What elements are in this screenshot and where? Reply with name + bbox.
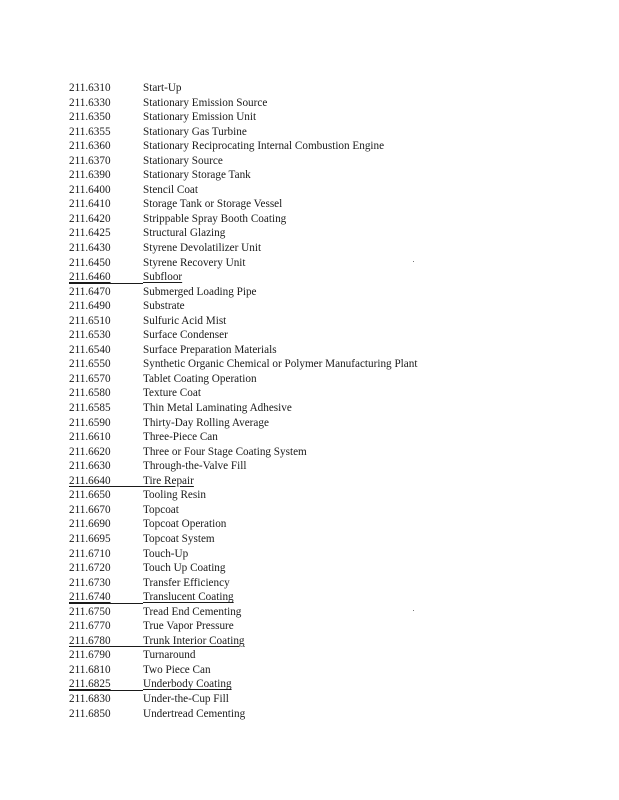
defined-term: Tread End Cementing: [143, 605, 242, 618]
section-number: 211.6410: [69, 198, 111, 211]
defined-term: Stationary Reciprocating Internal Combustion Engine: [143, 140, 385, 153]
section-number: 211.6590: [69, 416, 111, 429]
definition-entry: [69, 96, 417, 111]
section-number: 211.6425: [69, 227, 111, 240]
section-number: 211.6770: [69, 620, 111, 633]
section-number: 211.6580: [69, 387, 111, 400]
defined-term: Two Piece Can: [143, 663, 211, 676]
section-number: 211.6355: [69, 125, 111, 138]
section-number: 211.6630: [69, 460, 111, 473]
section-number: 211.6470: [69, 285, 111, 298]
defined-term: Surface Preparation Materials: [143, 343, 277, 356]
amendment-underline: [69, 283, 143, 284]
section-number: 211.6460: [69, 271, 111, 284]
section-number: 211.6490: [69, 300, 111, 313]
defined-term: Tooling Resin: [143, 489, 206, 502]
defined-term: Storage Tank or Storage Vessel: [143, 198, 283, 211]
defined-term: Texture Coat: [143, 387, 201, 400]
defined-term: Stationary Storage Tank: [143, 169, 251, 182]
definition-entry: [69, 125, 417, 140]
defined-term: Three-Piece Can: [143, 431, 218, 444]
amendment-underline: [69, 690, 143, 691]
defined-term: True Vapor Pressure: [143, 620, 234, 633]
defined-term: Tablet Coating Operation: [143, 372, 257, 385]
section-number: 211.6530: [69, 329, 111, 342]
definition-entry: [69, 183, 417, 198]
section-number: 211.6690: [69, 518, 111, 531]
defined-term: Under-the-Cup Fill: [143, 692, 229, 705]
section-number: 211.6510: [69, 314, 111, 327]
defined-term: Sulfuric Acid Mist: [143, 314, 227, 327]
defined-term: Synthetic Organic Chemical or Polymer Manufacturing Plant: [143, 358, 418, 371]
definition-entry: [69, 81, 417, 96]
definition-entry: [69, 110, 417, 125]
definition-entry: [69, 168, 417, 183]
section-number: 211.6830: [69, 692, 111, 705]
definition-entry: [69, 212, 417, 227]
defined-term: Surface Condenser: [143, 329, 228, 342]
definition-entry: [69, 357, 417, 372]
defined-term: Start-Up: [143, 82, 182, 94]
section-number: 211.6610: [69, 431, 111, 444]
defined-term: Tire Repair: [143, 474, 194, 487]
section-number: 211.6650: [69, 489, 111, 502]
amendment-underline: [69, 646, 143, 647]
definition-entry: [69, 299, 417, 314]
section-number: 211.6780: [69, 634, 111, 647]
defined-term: Subfloor: [143, 271, 183, 284]
section-number: 211.6740: [69, 591, 111, 604]
definition-entry: [69, 285, 417, 300]
defined-term: Thin Metal Laminating Adhesive: [143, 402, 292, 415]
defined-term: Underbody Coating: [143, 678, 232, 691]
definition-entry: [69, 619, 417, 634]
section-number: 211.6790: [69, 649, 111, 662]
defined-term: Through-the-Valve Fill: [143, 460, 247, 473]
definition-entry: [69, 503, 417, 518]
defined-term: Styrene Devolatilizer Unit: [143, 242, 262, 255]
defined-term: Undertread Cementing: [143, 707, 246, 720]
definition-entry: [69, 663, 417, 678]
defined-term: Strippable Spray Booth Coating: [143, 212, 287, 225]
section-number: 211.6540: [69, 343, 111, 356]
section-number: 211.6420: [69, 212, 111, 225]
definition-entry: [69, 401, 417, 416]
definition-entry: [69, 707, 417, 722]
definition-entry: [69, 241, 417, 256]
definition-entry: [69, 139, 417, 154]
section-number: 211.6710: [69, 547, 111, 560]
section-number: 211.6570: [69, 372, 111, 385]
definition-entry: [69, 532, 417, 547]
definition-entry: [69, 386, 417, 401]
defined-term: Stationary Emission Source: [143, 96, 268, 109]
section-number: 211.6350: [69, 111, 111, 124]
definition-entry: [69, 459, 417, 474]
section-number: 211.6310: [69, 82, 111, 94]
section-number: 211.6330: [69, 96, 111, 109]
section-number: 211.6450: [69, 256, 111, 269]
definition-entry: [69, 256, 417, 271]
definition-entry: [69, 270, 417, 285]
defined-term: Thirty-Day Rolling Average: [143, 416, 269, 429]
section-number: 211.6695: [69, 532, 111, 545]
definition-entry: [69, 197, 417, 212]
definition-entry: [69, 677, 417, 692]
section-number: 211.6670: [69, 503, 111, 516]
section-number: 211.6810: [69, 663, 111, 676]
section-number: 211.6550: [69, 358, 111, 371]
defined-term: Stationary Gas Turbine: [143, 125, 247, 138]
defined-term: Touch Up Coating: [143, 562, 226, 575]
section-number: 211.6430: [69, 242, 111, 255]
definition-entry: [69, 605, 417, 620]
definitions-list: [69, 81, 417, 721]
scan-speck: [413, 610, 414, 611]
amendment-underline: [69, 603, 143, 604]
section-number: 211.6390: [69, 169, 111, 182]
section-number: 211.6825: [69, 678, 111, 691]
amendment-underline: [69, 486, 143, 487]
section-number: 211.6400: [69, 183, 111, 196]
definition-entry: [69, 343, 417, 358]
defined-term: Touch-Up: [143, 547, 189, 560]
definition-entry: [69, 590, 417, 605]
definition-entry: [69, 445, 417, 460]
section-number: 211.6370: [69, 154, 111, 167]
defined-term: Stationary Emission Unit: [143, 111, 257, 124]
definition-entry: [69, 314, 417, 329]
definition-entry: [69, 154, 417, 169]
defined-term: Translucent Coating: [143, 591, 234, 604]
section-number: 211.6730: [69, 576, 111, 589]
defined-term: Trunk Interior Coating: [143, 634, 245, 647]
section-number: 211.6360: [69, 140, 111, 153]
definition-entry: [69, 561, 417, 576]
defined-term: Submerged Loading Pipe: [143, 285, 257, 298]
defined-term: Turnaround: [143, 649, 196, 662]
section-number: 211.6620: [69, 445, 111, 458]
section-number: 211.6720: [69, 562, 111, 575]
definition-entry: [69, 547, 417, 562]
defined-term: Topcoat Operation: [143, 518, 227, 531]
definition-entry: [69, 488, 417, 503]
defined-term: Stationary Source: [143, 154, 223, 167]
defined-term: Structural Glazing: [143, 227, 226, 240]
definition-entry: [69, 517, 417, 532]
defined-term: Topcoat: [143, 503, 179, 516]
section-number: 211.6850: [69, 707, 111, 720]
definition-entry: [69, 634, 417, 649]
section-number: 211.6750: [69, 605, 111, 618]
defined-term: Stencil Coat: [143, 183, 198, 196]
definition-entry: [69, 226, 417, 241]
definition-entry: [69, 576, 417, 591]
definition-entry: [69, 372, 417, 387]
definition-entry: [69, 648, 417, 663]
definition-entry: [69, 416, 417, 431]
definition-entry: [69, 430, 417, 445]
defined-term: Styrene Recovery Unit: [143, 256, 246, 269]
defined-term: Substrate: [143, 300, 185, 313]
defined-term: Three or Four Stage Coating System: [143, 445, 307, 458]
definition-entry: [69, 692, 417, 707]
definition-entry: [69, 328, 417, 343]
scan-speck: [413, 261, 414, 262]
definition-entry: [69, 474, 417, 489]
defined-term: Topcoat System: [143, 532, 215, 545]
defined-term: Transfer Efficiency: [143, 576, 230, 589]
section-number: 211.6640: [69, 474, 111, 487]
section-number: 211.6585: [69, 402, 111, 415]
